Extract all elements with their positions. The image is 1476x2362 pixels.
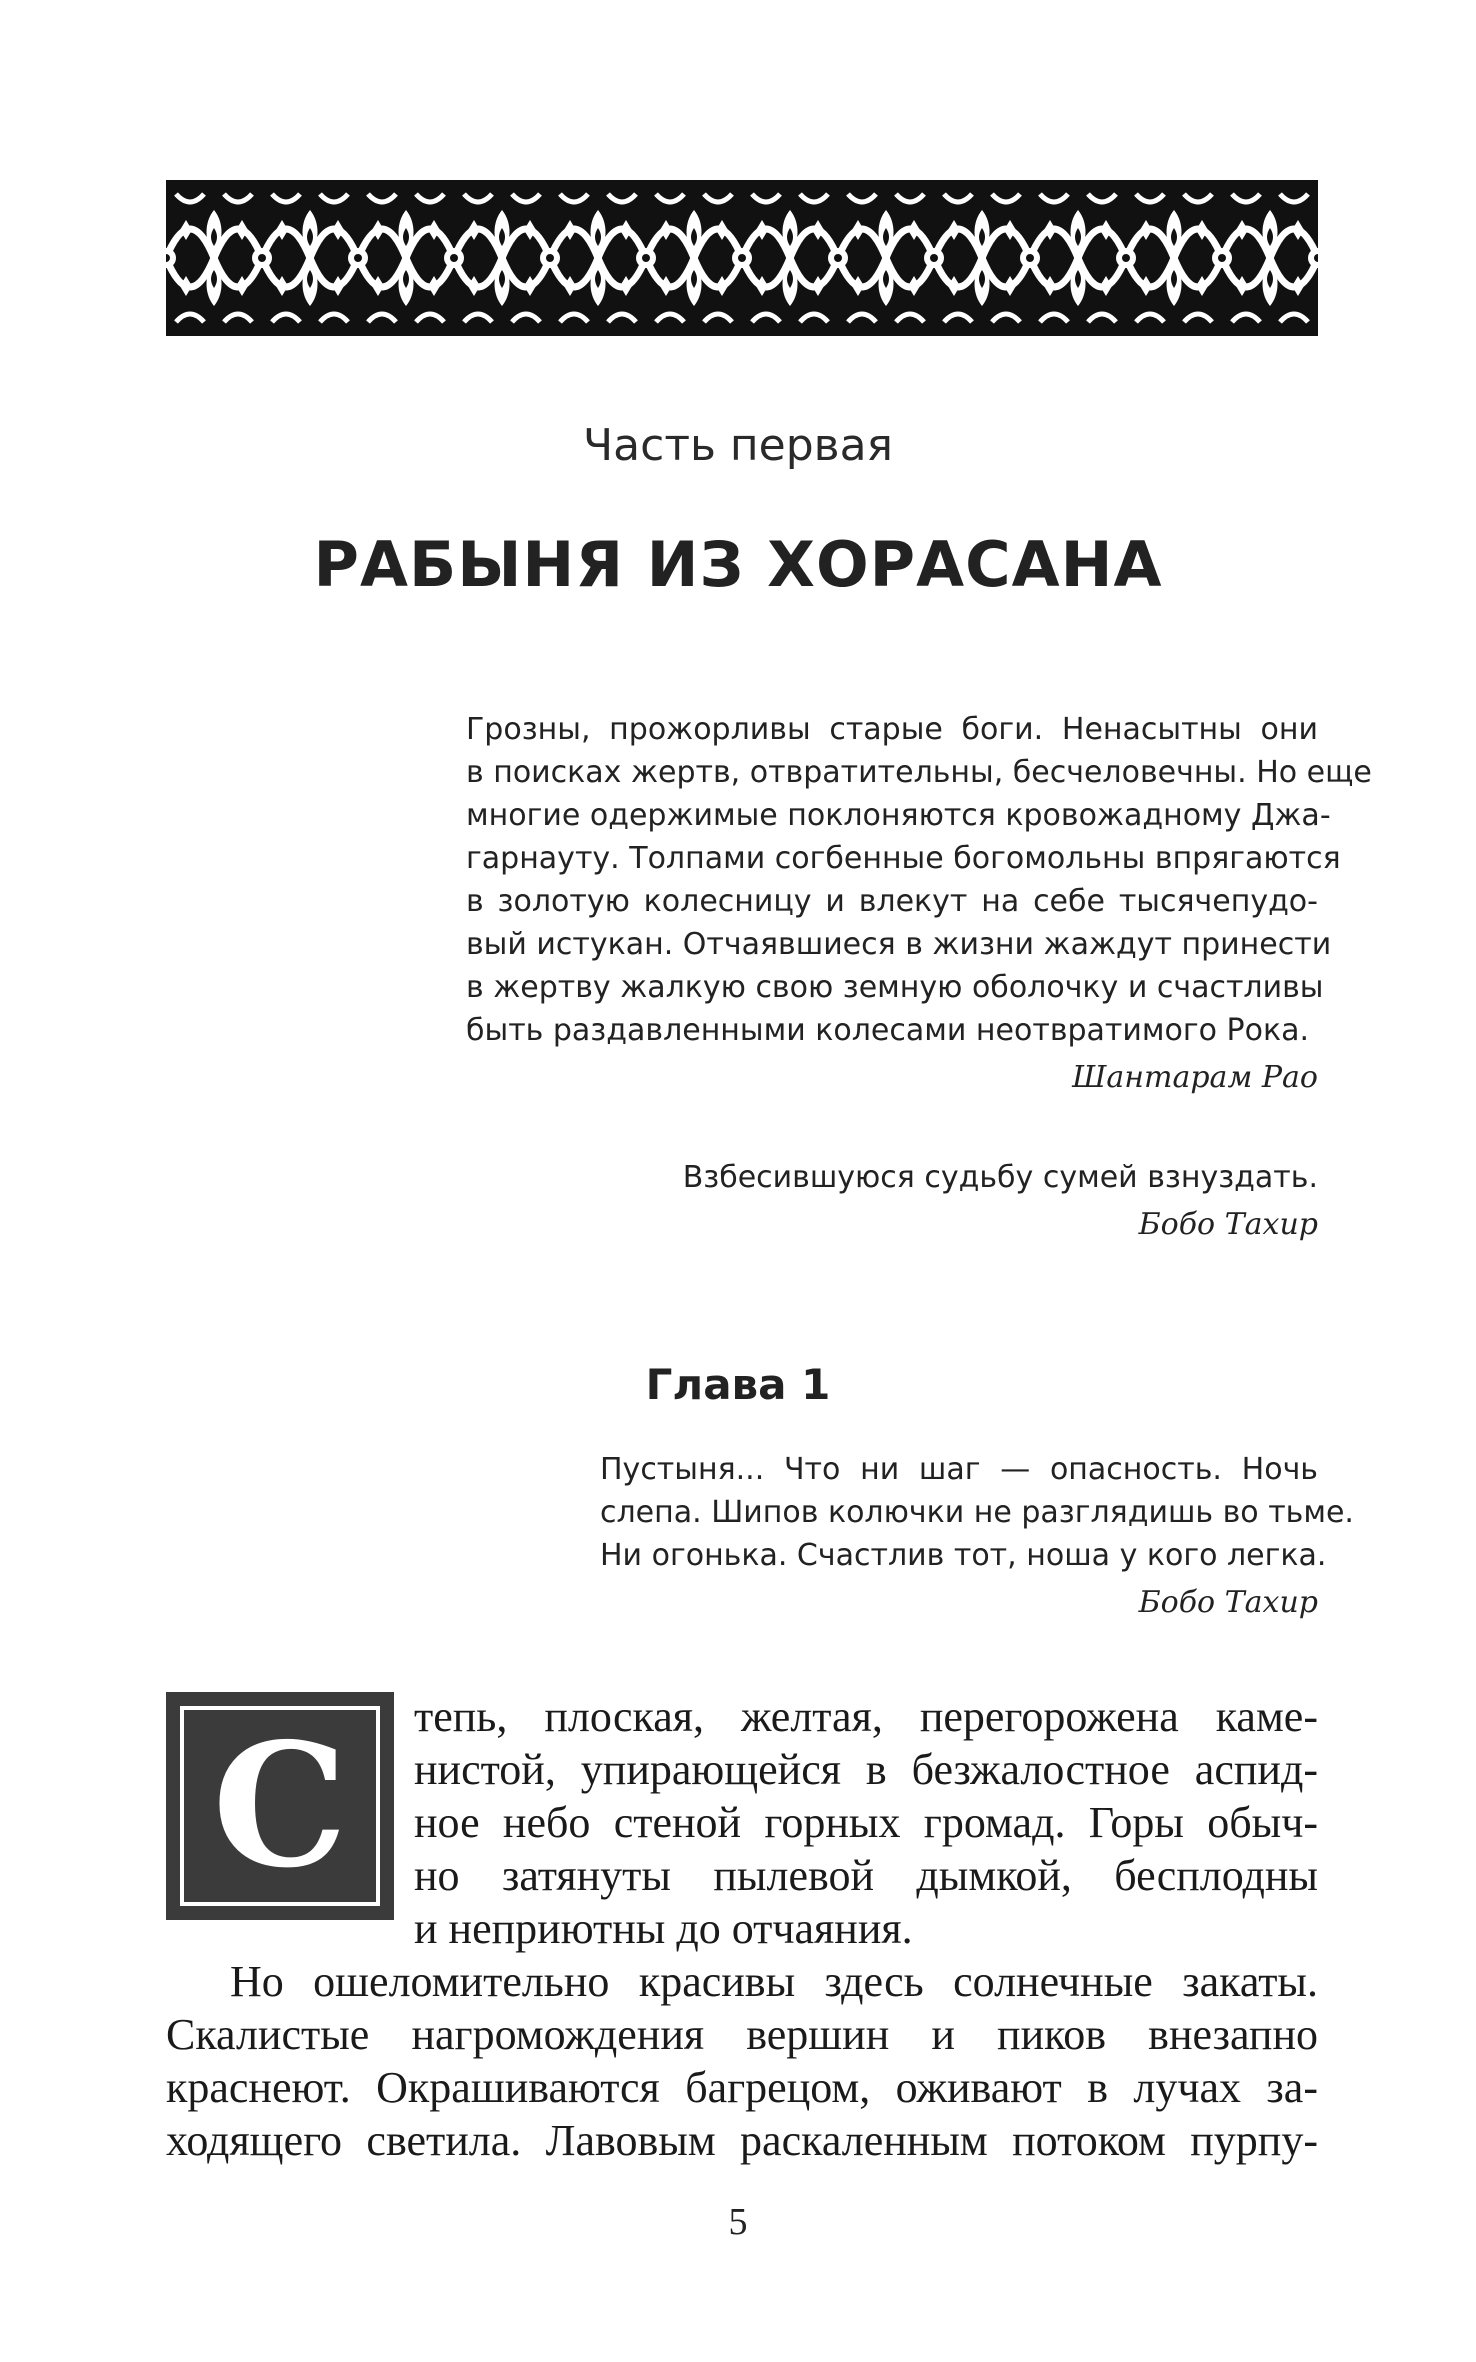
- epigraph-line: Пустыня... Что ни шаг — опасность. Ночь: [600, 1452, 1318, 1487]
- epigraph-line: в золотую колесницу и влекут на себе тысячепудо-: [466, 884, 1318, 919]
- paragraph-line: Но ошеломительно красивы здесь солнечные закаты.: [230, 1957, 1318, 2006]
- epigraph-line: быть раздавленными колесами неотвратимого Рока.: [466, 1013, 1310, 1048]
- part-label: Часть первая: [583, 420, 893, 471]
- epigraph-line: гарнауту. Толпами согбенные богомольны впрягаются: [466, 841, 1341, 876]
- ornamental-border: [166, 180, 1318, 336]
- epigraph-2: [466, 1156, 1318, 1242]
- epigraph-line: вый истукан. Отчаявшиеся в жизни жаждут принести: [466, 927, 1332, 962]
- epigraph-1: [466, 708, 1372, 1095]
- paragraph-line: но затянуты пылевой дымкой, бесплодны: [414, 1851, 1318, 1900]
- paragraph-line: ходящего светила. Лавовым раскаленным потоком пурпу-: [166, 2116, 1318, 2165]
- epigraph-line: Взбесившуюся судьбу сумей взнуздать.: [682, 1160, 1318, 1195]
- part-title: РАБЫНЯ ИЗ ХОРАСАНА: [313, 528, 1163, 601]
- epigraph-line: в поисках жертв, отвратительны, бесчеловечны. Но еще: [466, 755, 1372, 790]
- paragraph-line: тепь, плоская, желтая, перегорожена каме-: [414, 1692, 1318, 1741]
- epigraph-2-text: [466, 1156, 1318, 1199]
- paragraph-line: краснеют. Окрашиваются багрецом, оживают в лучах за-: [166, 2063, 1318, 2112]
- epigraph-line: многие одержимые поклоняются кровожадному Джа-: [466, 798, 1331, 833]
- epigraph-line: слепа. Шипов колючки не разглядишь во тьме.: [600, 1495, 1354, 1530]
- epigraph-2-author: Бобо Тахир: [1138, 1207, 1318, 1242]
- second-paragraph: [166, 1955, 1318, 2167]
- epigraph-line: Грозны, прожорливы старые боги. Ненасытны они: [466, 712, 1318, 747]
- drop-cap-letter: С: [212, 1706, 348, 1906]
- paragraph-line: ное небо стеной горных громад. Горы обыч-: [414, 1798, 1318, 1847]
- chapter-title: Глава 1: [645, 1360, 831, 1409]
- first-paragraph: [414, 1690, 1318, 1955]
- epigraph-1-text: [466, 708, 1372, 1052]
- epigraph-line: в жертву жалкую свою земную оболочку и счастливы: [466, 970, 1324, 1005]
- chapter-epigraph-text: [600, 1448, 1354, 1577]
- chapter-epigraph-author: Бобо Тахир: [1138, 1585, 1318, 1620]
- chapter-epigraph: [600, 1448, 1354, 1620]
- drop-cap: [166, 1692, 394, 1920]
- page-number: 5: [728, 2201, 748, 2243]
- paragraph-line: Скалистые нагромождения вершин и пиков внезапно: [166, 2010, 1318, 2059]
- epigraph-line: Ни огонька. Счастлив тот, ноша у кого легка.: [600, 1538, 1327, 1573]
- paragraph-line: нистой, упирающейся в безжалостное аспид-: [414, 1745, 1318, 1794]
- epigraph-1-author: Шантарам Рао: [1072, 1060, 1318, 1095]
- paragraph-line: и неприютны до отчаяния.: [414, 1904, 913, 1953]
